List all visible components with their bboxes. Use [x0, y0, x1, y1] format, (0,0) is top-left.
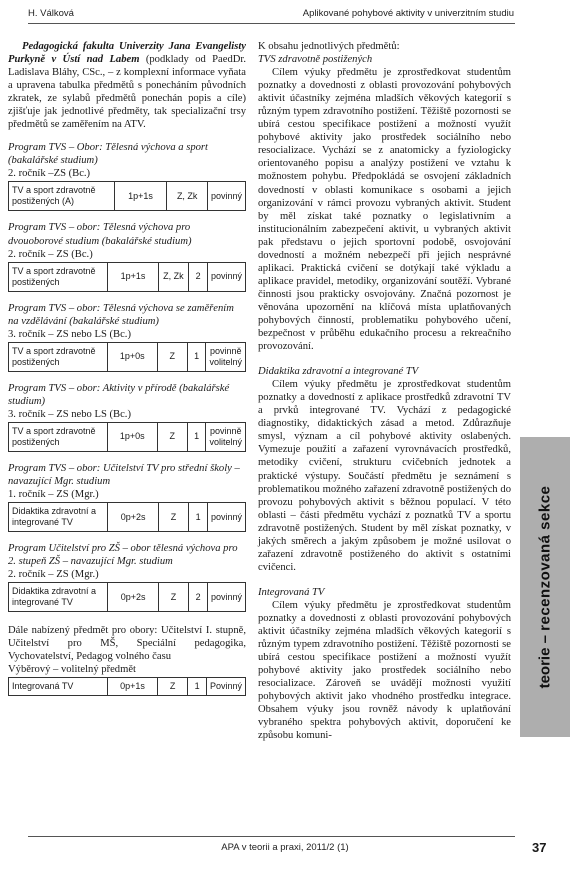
program-year: 3. ročník – ZS nebo LS (Bc.) — [8, 328, 131, 340]
course-hours: 1p+1s — [114, 182, 167, 211]
course-completion: Z — [157, 422, 187, 451]
program-title: Program TVS – obor: Aktivity v přírodě (bakalářské studium) — [8, 382, 230, 407]
intro-text: (podklady od PaedDr. Ladislava Bláhy, CSc., – z komplexní informace vyňata a upravena tabulka předmětů s ponecháním původních zkratek, ze sylabů předmětů ponechán popis a cíle) zjišťuje jak jednotlivé předměty, tak specializační trsy předmětů se zaměřením na ATV. — [8, 54, 246, 131]
section-body: Cílem výuky předmětu je zprostředkovat studentům poznatky a dovedností z aplikace prostředků zdravotní TV a prvků integrované TV. Vychází z pedagogické diagnostiky, didaktických zásad a metod. Zdůrazňuje smysl, význam a cíl pohybové aktivity oslabených. Vymezuje použití a zařazení vyrovnávacích prostředků, metodiky cvičení, strukturu cvičebních jednotek a praktické výstupy. Součástí předmětu je seznámení s problematikou možného zařazení zdravotně postižených do provozu pohybových aktivit s běžnou populací. V této oblasti – části předmětu vychází z poznatků TV a sportu zdravotně postižených. Student by měl získat poznatky, v jakých směrech a jakým způsobem je možné usilovat o zařazení zdravotně postiženého do aktivit s ostatními cvičenci. — [258, 379, 511, 573]
program-title: Program Učitelství pro ZŠ – obor tělesná výchova pro 2. stupeň ZŠ – navazující Mgr. studium — [8, 543, 238, 568]
course-name: TV a sport zdravotně postižených — [9, 422, 108, 451]
table-row — [9, 182, 246, 211]
closing-text: Dále nabízený předmět pro obory: Učitelství I. stupně, Učitelství pro MŠ, Speciální pedagogika, Vychovatelství, Pedagog volného času — [8, 625, 246, 663]
course-table — [8, 181, 246, 211]
course-table — [8, 262, 246, 292]
header-rule — [28, 23, 515, 24]
course-hours: 1p+0s — [107, 342, 157, 371]
section-list — [258, 53, 511, 742]
course-type: povinný — [207, 503, 245, 532]
section-tab-main: teorie — [536, 647, 554, 689]
table-row — [9, 262, 246, 291]
course-table — [8, 422, 246, 452]
table-row — [9, 583, 246, 612]
course-completion: Z — [157, 342, 187, 371]
right-column — [258, 40, 511, 742]
section-body: Cílem výuky předmětu je zprostředkovat studentům poznatky a dovednosti z oblasti provozování pohybových aktivit účastníky zejména mladších věkových kategorií s různým typem zdravotního postižení. Těžiště pozornosti se ubírá cestou specifikace postižení a možností využít pohybové aktivity jako prostředek sociálního nebo resocializace. Zároveň se uvádějí možnosti využití pohybových aktivit jako vhodného prostředku integrace. Obsahem výuky jsou rovněž návody k uplatňování vybraného spektra pohybových aktivit, doporučení ke způsobu komuni- — [258, 599, 511, 742]
running-header-title: Aplikované pohybové aktivity v univerzitním studiu — [302, 8, 514, 19]
course-name: Didaktika zdravotní a integrované TV — [9, 503, 108, 532]
section-body: Cílem výuky předmětu je zprostředkovat studentům poznatky a dovednosti z oblasti provozování pohybových aktivit účastníky zejména mladších věkových kategorií s různým typem zdravotního postižení. Těžiště pozornosti se ubírá cestou specifikace postižení a možností využít pohybové aktivity jako prostředek sociálního nebo resocializace. Vychází se z anatomicky a fyziologicky orientovaného popisu a analýzy postižení ve vztahu k možnostem pohybu. Předpokládá se osvojení základních dovedností v oblasti komunikace s osobami a jejich organizování v rámci provozu vybraných aktivit. Student by měl získat také poznatky o legislativním a institucionálním zabezpečení aktivit, u vybraných aktivit pak představu o jejich sportovní podobě, osvojování dovedností a možném nebezpečí při jejich nesprávné aplikaci. Praktická cvičení se dotýkají také výkladu a aplikace pravidel, metodiky, organizování soutěží. Vybrané činnosti jsou prakticky osvojovány. Značná pozornost je věnována upozornění na klíčová místa uplatňovaných pohybových činností, problematiku pohybového učení, bezpečnost v průběhu edukačního procesu a rekreačního provozování. — [258, 67, 511, 353]
course-credits: 2 — [189, 262, 208, 291]
course-completion: Z, Zk — [158, 262, 189, 291]
course-completion: Z — [158, 583, 188, 612]
course-name: TV a sport zdravotně postižených — [9, 342, 108, 371]
table-row — [9, 503, 246, 532]
running-header-author: H. Válková — [28, 8, 74, 19]
course-hours: 1p+1s — [108, 262, 158, 291]
course-name: TV a sport zdravotně postižených — [9, 262, 108, 291]
section-tab-sub: recenzovaná sekce — [536, 485, 554, 631]
section-tab-dash: – — [536, 630, 554, 648]
course-type: povinně volitelný — [206, 342, 246, 371]
closing-year: Výběrový – volitelný předmět — [8, 664, 136, 676]
course-hours: 0p+2s — [108, 503, 158, 532]
course-name: Didaktika zdravotní a integrované TV — [9, 583, 108, 612]
program-title: Program TVS – obor: Tělesná výchova pro dvouoborové studium (bakalářské studium) — [8, 222, 192, 247]
course-credits: 1 — [187, 342, 206, 371]
course-hours: 0p+2s — [108, 583, 158, 612]
section-tab — [520, 437, 570, 737]
program-year: 1. ročník – ZS (Mgr.) — [8, 488, 99, 500]
section-heading: TVS zdravotně postižených — [258, 54, 373, 66]
course-credits: 1 — [189, 503, 208, 532]
section-heading: Didaktika zdravotní a integrované TV — [258, 366, 419, 378]
course-type: povinný — [207, 262, 245, 291]
course-type: povinný — [207, 583, 245, 612]
course-name: TV a sport zdravotně postižených (A) — [9, 182, 115, 211]
section-tab-label — [537, 486, 554, 689]
program-title: Program TVS – obor: Tělesná výchova se zaměřením na vzdělávání (bakalářské studium) — [8, 302, 234, 327]
course-completion: Z — [158, 503, 188, 532]
program-list — [8, 141, 246, 612]
page-number: 37 — [532, 840, 547, 855]
section-heading: Integrovaná TV — [258, 586, 325, 598]
course-completion: Z — [158, 678, 188, 696]
course-name: Integrovaná TV — [9, 678, 108, 696]
course-table — [8, 502, 246, 532]
program-year: 2. ročník – ZS (Bc.) — [8, 248, 93, 260]
course-hours: 0p+1s — [107, 678, 157, 696]
course-table — [8, 342, 246, 372]
table-row — [9, 422, 246, 451]
course-completion: Z, Zk — [167, 182, 208, 211]
program-year: 2. ročník –ZS (Bc.) — [8, 168, 91, 180]
left-column — [8, 40, 246, 696]
course-type: Povinný — [206, 678, 245, 696]
course-credits: 1 — [188, 678, 207, 696]
program-year: 3. ročník – ZS nebo LS (Bc.) — [8, 408, 131, 420]
course-type: povinný — [207, 182, 245, 211]
course-table — [8, 582, 246, 612]
program-title: Program TVS – Obor: Tělesná výchova a sport (bakalářské studium) — [8, 142, 208, 167]
course-credits: 2 — [189, 583, 208, 612]
table-row — [9, 342, 246, 371]
faculty-name: Pedagogická fakulta Univerzity Jana Evangelisty Purkyně v Ústí nad Labem — [8, 41, 246, 66]
closing-course-table — [8, 677, 246, 696]
program-year: 2. ročník – ZS (Mgr.) — [8, 569, 99, 581]
footer-journal: APA v teorii a praxi, 2011/2 (1) — [221, 842, 349, 853]
footer-rule — [28, 836, 515, 837]
course-hours: 1p+0s — [107, 422, 157, 451]
intro-paragraph — [8, 40, 246, 131]
table-row — [9, 678, 246, 696]
program-title: Program TVS – obor: Učitelství TV pro střední školy – navazující Mgr. studium — [8, 462, 240, 487]
course-credits: 1 — [187, 422, 206, 451]
content-lead: K obsahu jednotlivých předmětů: — [258, 41, 400, 52]
course-type: povinně volitelný — [206, 422, 246, 451]
